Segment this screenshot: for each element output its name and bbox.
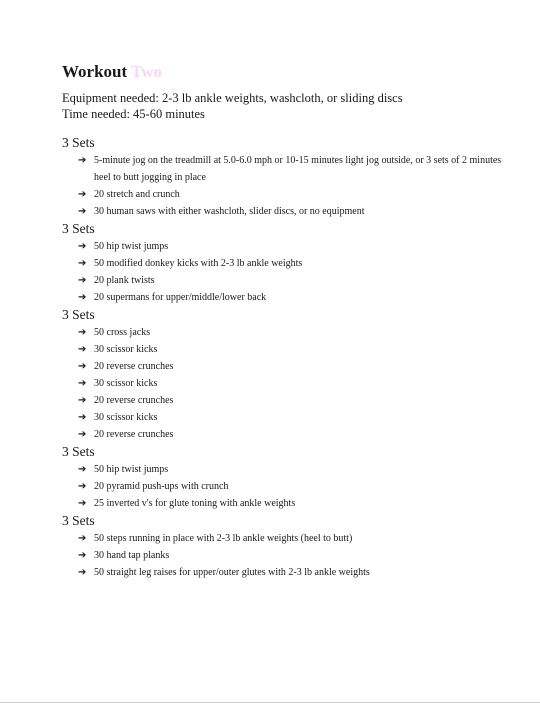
list-item — [78, 272, 502, 289]
right-arrow-icon: ➔ — [78, 361, 87, 372]
group-heading: 3 Sets — [62, 444, 95, 459]
list-item — [78, 392, 502, 409]
right-arrow-icon: ➔ — [78, 327, 87, 338]
list-item-text: 20 reverse crunches — [94, 395, 174, 406]
right-arrow-icon: ➔ — [78, 344, 87, 355]
list-item-text: 50 cross jacks — [94, 327, 151, 338]
exercise-group — [62, 220, 502, 306]
list-item — [78, 152, 502, 186]
right-arrow-icon: ➔ — [78, 567, 87, 578]
list-item — [78, 289, 502, 306]
list-item — [78, 255, 502, 272]
list-item — [78, 461, 502, 478]
list-item-text: 50 hip twist jumps — [94, 464, 169, 475]
group-heading: 3 Sets — [62, 307, 95, 322]
list-item — [78, 547, 502, 564]
list-item-text: 50 modified donkey kicks with 2-3 lb ankle weights — [94, 258, 303, 269]
right-arrow-icon: ➔ — [78, 378, 87, 389]
group-heading: 3 Sets — [62, 513, 95, 528]
spacer — [62, 122, 502, 134]
document-page — [62, 60, 502, 581]
exercise-group — [62, 512, 502, 581]
title-accent: Two — [131, 62, 162, 81]
right-arrow-icon: ➔ — [78, 258, 87, 269]
right-arrow-icon: ➔ — [78, 412, 87, 423]
right-arrow-icon: ➔ — [78, 206, 87, 217]
list-item-text: 20 pyramid push-ups with crunch — [94, 481, 229, 492]
exercise-list — [62, 324, 502, 443]
list-item-text: 50 steps running in place with 2-3 lb ankle weights (heel to butt) — [94, 533, 353, 544]
list-item-text: 20 reverse crunches — [94, 429, 174, 440]
exercise-list — [62, 530, 502, 581]
list-item — [78, 341, 502, 358]
right-arrow-icon: ➔ — [78, 275, 87, 286]
equipment-line: Equipment needed: 2-3 lb ankle weights, washcloth, or sliding discs — [62, 91, 403, 105]
list-item — [78, 203, 502, 220]
exercise-group — [62, 306, 502, 443]
right-arrow-icon: ➔ — [78, 241, 87, 252]
list-item — [78, 478, 502, 495]
exercise-group — [62, 134, 502, 220]
list-item — [78, 324, 502, 341]
list-item — [78, 409, 502, 426]
group-heading: 3 Sets — [62, 221, 95, 236]
right-arrow-icon: ➔ — [78, 533, 87, 544]
list-item — [78, 530, 502, 547]
list-item — [78, 495, 502, 512]
time-line: Time needed: 45-60 minutes — [62, 107, 205, 121]
exercise-list — [62, 238, 502, 306]
right-arrow-icon: ➔ — [78, 292, 87, 303]
list-item-text: 50 straight leg raises for upper/outer glutes with 2-3 lb ankle weights — [94, 567, 370, 578]
list-item-text: 30 hand tap planks — [94, 550, 170, 561]
list-item-text: 20 plank twists — [94, 275, 155, 286]
list-item-text: 30 scissor kicks — [94, 412, 158, 423]
right-arrow-icon: ➔ — [78, 395, 87, 406]
right-arrow-icon: ➔ — [78, 155, 87, 166]
list-item — [78, 186, 502, 203]
right-arrow-icon: ➔ — [78, 481, 87, 492]
right-arrow-icon: ➔ — [78, 464, 87, 475]
list-item-text: 25 inverted v's for glute toning with ankle weights — [94, 498, 296, 509]
list-item-text: 20 supermans for upper/middle/lower back — [94, 292, 267, 303]
exercise-list — [62, 461, 502, 512]
title-main: Workout — [62, 62, 128, 81]
exercise-group — [62, 443, 502, 512]
right-arrow-icon: ➔ — [78, 498, 87, 509]
list-item-text: 5-minute jog on the treadmill at 5.0-6.0 mph or 10-15 minutes light jog outside, or 3 sets of 2 minutes heel to butt jogging in place — [94, 155, 502, 183]
exercise-groups — [62, 134, 502, 581]
list-item-text: 30 human saws with either washcloth, slider discs, or no equipment — [94, 206, 365, 217]
exercise-list — [62, 152, 502, 220]
list-item-text: 20 stretch and crunch — [94, 189, 180, 200]
list-item — [78, 426, 502, 443]
group-heading: 3 Sets — [62, 135, 95, 150]
right-arrow-icon: ➔ — [78, 429, 87, 440]
list-item — [78, 375, 502, 392]
list-item-text: 20 reverse crunches — [94, 361, 174, 372]
list-item-text: 50 hip twist jumps — [94, 241, 169, 252]
list-item — [78, 358, 502, 375]
list-item-text: 30 scissor kicks — [94, 344, 158, 355]
right-arrow-icon: ➔ — [78, 189, 87, 200]
list-item-text: 30 scissor kicks — [94, 378, 158, 389]
workout-meta — [62, 90, 502, 122]
right-arrow-icon: ➔ — [78, 550, 87, 561]
page-title — [62, 60, 502, 84]
list-item — [78, 564, 502, 581]
list-item — [78, 238, 502, 255]
